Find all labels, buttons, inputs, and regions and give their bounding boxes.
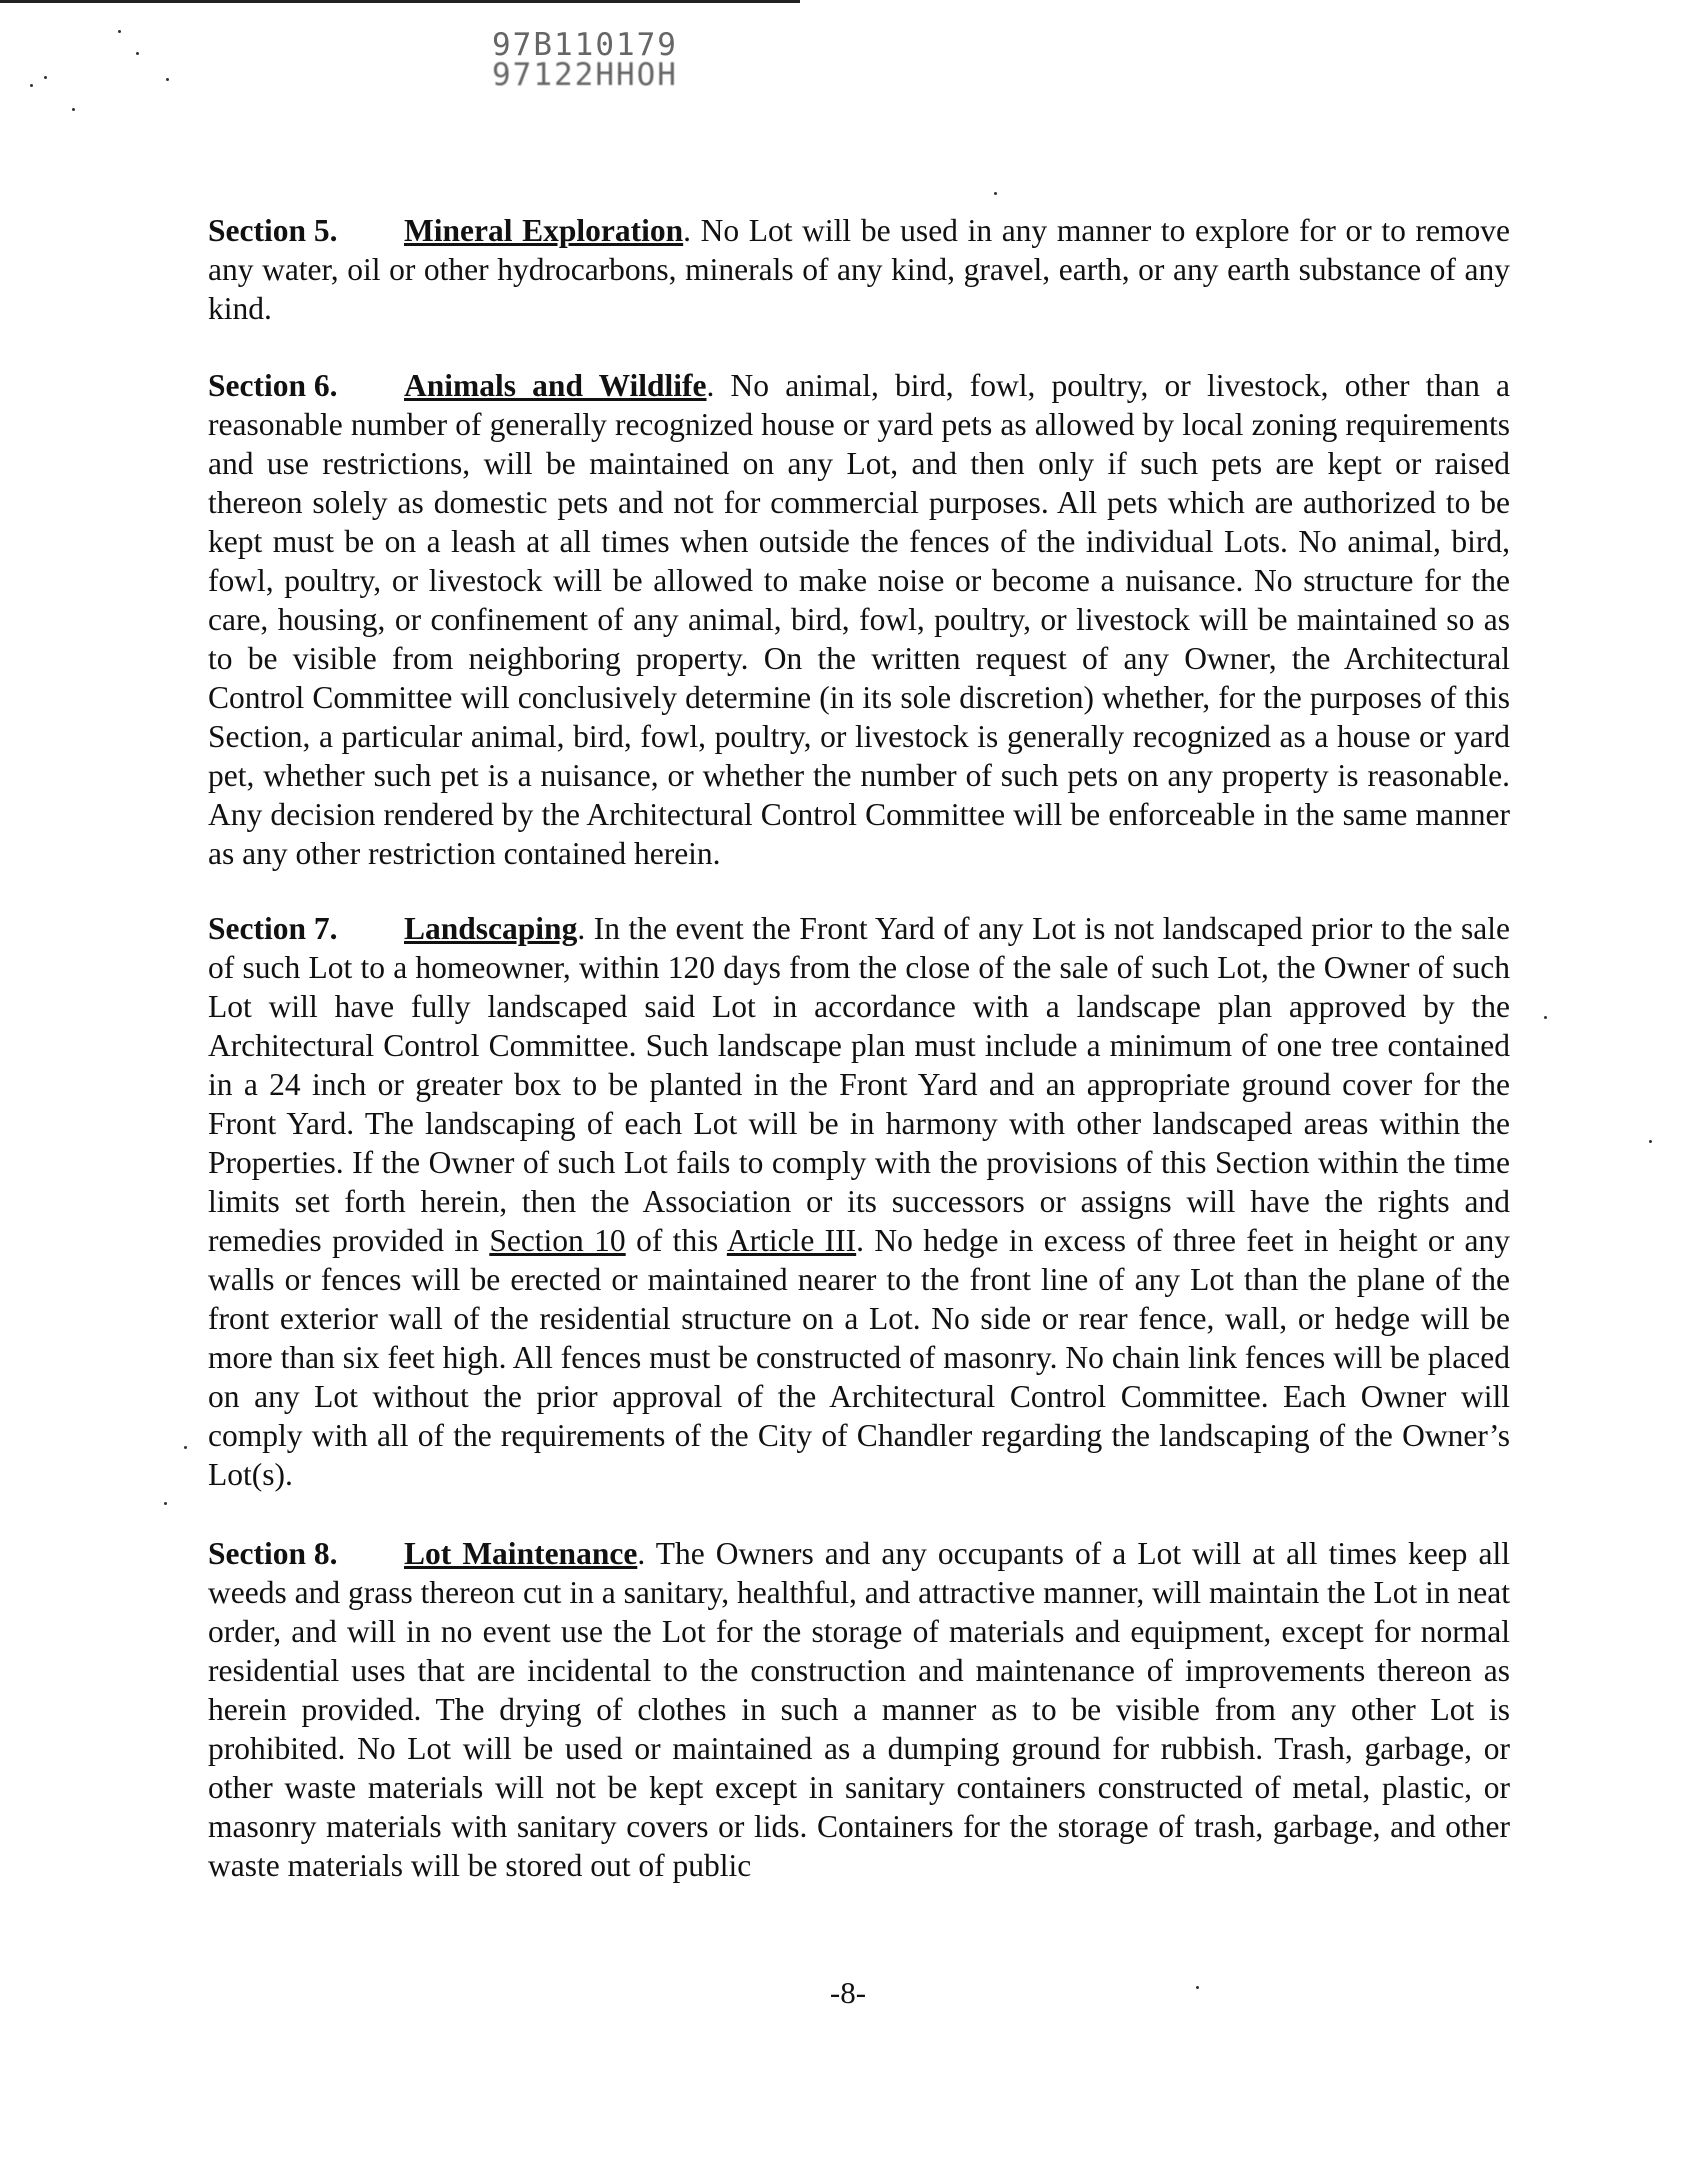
recording-stamp [492,27,678,93]
page-number: -8- [829,1975,867,2010]
section-text: . In the event the Front Yard of any Lot is not landscaped prior to the sale of such Lot to a homeowner, within 120 days from the close of the sale of such Lot, the Owner of such Lot will have fully landscaped said Lot in accordance with a landscape plan approved by the Architectural Control Committee. Such landscape plan must include a minimum of one tree contained in a 24 inch or greater box to be planted in the Front Yard and an appropriate ground cover for the Front Yard. The landscaping of each Lot will be in harmony with other landscaped areas within the Properties. If the Owner of such Lot fails to comply with the provisions of this Section within the time limits set forth herein, then the Association or its successors or assigns will have the rights and remedies provided in [208,911,1510,1258]
section-title: Landscaping [404,911,578,946]
section-number: Section 6. [208,368,338,403]
section-title: Mineral Exploration [404,213,684,248]
recording-number-overprint: 97122HHOH [492,57,678,93]
scan-speck [72,108,75,111]
section-5 [208,211,1510,328]
section-reference: Section 10 [489,1223,626,1258]
scan-speck [1544,1016,1547,1019]
document-body [208,211,1510,1923]
section-text: . No hedge in excess of three feet in height or any walls or fences will be erected or maintained nearer to the front line of any Lot than the plane of the front exterior wall of the residential structure on a Lot. No side or rear fence, wall, or hedge will be more than six feet high. All fences must be constructed of masonry. No chain link fences will be placed on any Lot without the prior approval of the Architectural Control Committee. Each Owner will comply with all of the requirements of the City of Chandler regarding the landscaping of the Owner’s Lot(s). [208,1223,1510,1492]
section-number: Section 8. [208,1536,338,1571]
scan-speck [166,78,169,81]
scan-speck [1649,1140,1652,1143]
section-text: . No Lot will be used in any manner to explore for or to remove any water, oil or other hydrocarbons, minerals of any kind, gravel, earth, or any earth substance of any kind. [208,213,1510,326]
scan-speck [44,76,47,79]
section-title: Animals and Wildlife [404,368,707,403]
top-scan-rule [0,0,800,3]
section-text: . No animal, bird, fowl, poultry, or livestock, other than a reasonable number of generally recognized house or yard pets as allowed by local zoning requirements and use restrictions, will be maintained on any Lot, and then only if such pets are kept or raised thereon solely as domestic pets and not for commercial purposes. All pets which are authorized to be kept must be on a leash at all times when outside the fences of the individual Lots. No animal, bird, fowl, poultry, or livestock will be allowed to make noise or become a nuisance. No structure for the care, housing, or confinement of any animal, bird, fowl, poultry, or livestock will be maintained so as to be visible from neighboring property. On the written request of any Owner, the Architectural Control Committee will conclusively determine (in its sole discretion) whether, for the purposes of this Section, a particular animal, bird, fowl, poultry, or livestock is generally recognized as a house or yard pet, whether such pet is a nuisance, or whether the number of such pets on any property is reasonable. Any decision rendered by the Architectural Control Committee will be enforceable in the same manner as any other restriction contained herein. [208,368,1510,871]
scan-speck [184,1446,187,1449]
scan-speck [30,84,33,87]
section-text: . The Owners and any occupants of a Lot will at all times keep all weeds and grass thereon cut in a sanitary, healthful, and attractive manner, will maintain the Lot in neat order, and will in no event use the Lot for the storage of materials and equipment, except for normal residential uses that are incidental to the construction and maintenance of improvements thereon as herein provided. The drying of clothes in such a manner as to be visible from any other Lot is prohibited. No Lot will be used or maintained as a dumping ground for rubbish. Trash, garbage, or other waste materials will not be kept except in sanitary containers constructed of metal, plastic, or masonry materials with sanitary covers or lids. Containers for the storage of trash, garbage, and other waste materials will be stored out of public [208,1536,1510,1883]
scan-speck [994,192,997,195]
section-6 [208,366,1510,873]
article-reference: Article III [726,1223,857,1258]
scan-speck [136,52,139,55]
section-text: of this [625,1223,727,1258]
section-number: Section 5. [208,213,338,248]
recording-number: 97B110179 [492,27,678,63]
section-7 [208,909,1510,1494]
section-title: Lot Maintenance [404,1536,638,1571]
scan-speck [118,30,121,33]
scan-speck [164,1502,167,1505]
section-number: Section 7. [208,911,338,946]
section-8 [208,1534,1510,1885]
